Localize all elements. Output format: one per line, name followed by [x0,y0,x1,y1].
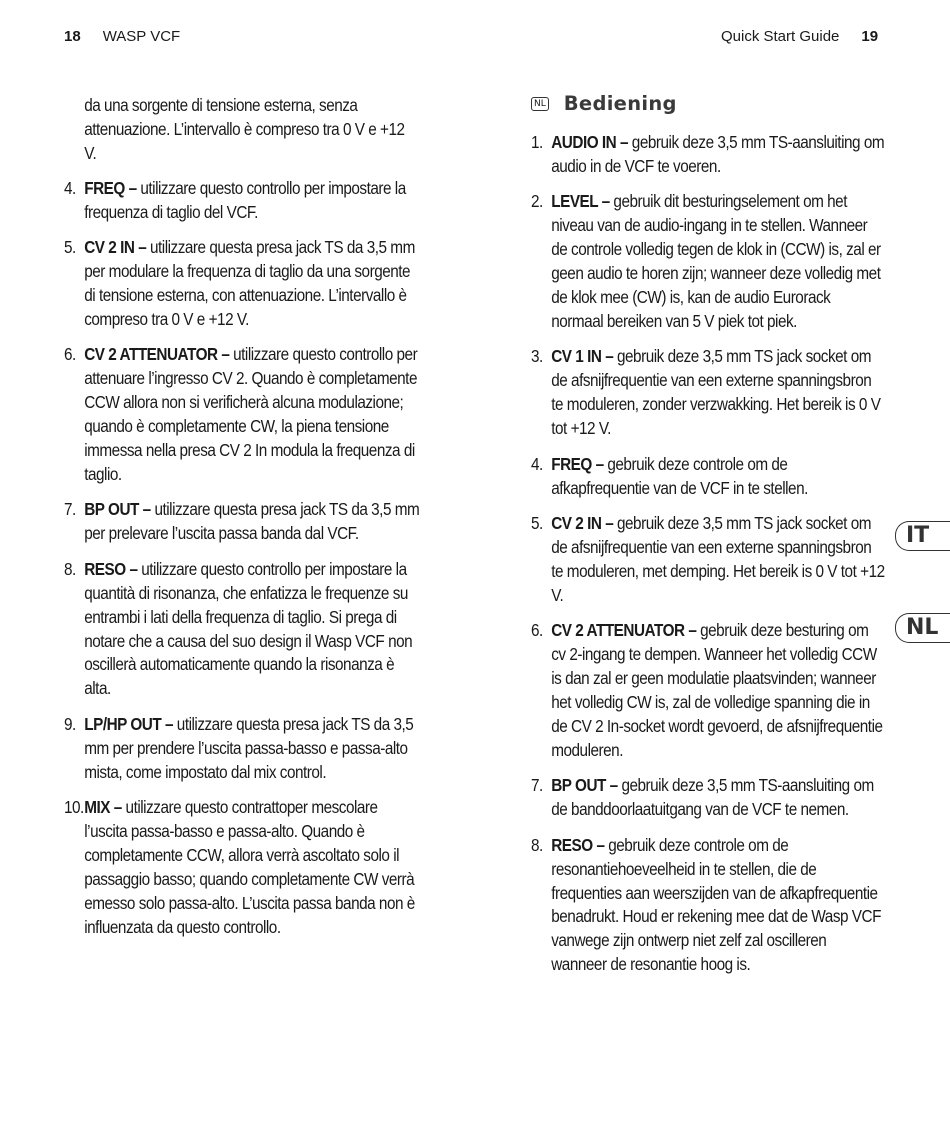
list-item-cv1-in [531,345,885,441]
item-key: LEVEL – [551,191,610,212]
item-key: BP OUT – [84,499,151,520]
item-number: 2. [531,191,543,212]
tab-label-it: IT [906,523,930,548]
item-text: gebruik deze controle om de afkapfrequentie van de VCF in te stellen. [551,453,808,498]
page-number-left: 18 [64,28,81,45]
item-number: 8. [531,834,543,855]
item-text: utilizzare questo controllo per impostare la quantità di risonanza, che enfatizza le frequenze su entrambi i lati della frequenza di taglio. Si prega di notare che a causa del suo design il Wasp VCF non oscillerà automaticamente quando la risonanza è alta. [84,558,413,699]
right-column [531,131,885,989]
item-number: 4. [64,177,76,198]
item-key: CV 2 ATTENUATOR – [551,620,697,641]
list-item-cv2-in-nl [531,512,885,608]
item-text: gebruik deze besturing om cv 2-ingang te dempen. Wanneer het volledig CCW is dan zal er geen modulatie plaatsvinden; wanneer het volledig CW is, zal de volledige spanning die in de CV 2 In-socket wordt gevoerd, de afsnijfrequentie moduleren. [551,620,883,760]
item-key: AUDIO IN – [551,132,629,152]
continuation-text: da una sorgente di tensione esterna, senza attenuazione. L’intervallo è compreso tra 0 V e +12 V. [84,95,405,163]
item-key: CV 1 IN – [551,346,614,367]
language-badge: NL [531,97,549,111]
section-title: Bediening [563,92,677,115]
item-key: LP/HP OUT – [84,713,174,734]
item-key: FREQ – [551,453,604,474]
item-number: 4. [531,453,543,474]
item-number: 10. [64,797,84,818]
tab-label-nl: NL [906,615,939,640]
list-item-cv2-attenuator [64,343,420,486]
list-item-freq [64,177,420,225]
item-number: 7. [531,775,543,796]
item-text: utilizzare questo controllo per impostare la frequenza di taglio del VCF. [84,177,406,222]
item-number: 3. [531,346,543,367]
item-text: utilizzare questo controllo per attenuare l’ingresso CV 2. Quando è completamente CCW allora non si verificherà alcuna modulazione; quando è completamente CW, la piena tensione immessa nella presa CV 2 In modula la frequenza di taglio. [84,344,418,484]
item-key: RESO – [551,834,605,855]
item-key: MIX – [84,797,122,818]
item-number: 8. [64,558,76,579]
list-item-bp-out [64,498,420,546]
language-tab-nl[interactable] [895,613,950,643]
item-text: gebruik deze 3,5 mm TS jack socket om de afsnijfrequentie van een externe spanningsbron te moduleren, zonder verzwakking. Het bereik is 0 V tot +12 V. [551,346,881,439]
page-number-right: 19 [861,28,879,45]
item-text: utilizzare questa presa jack TS da 3,5 mm per prelevare l’uscita passa banda dal VCF. [84,499,420,544]
item-number: 1. [531,132,543,152]
item-text: gebruik deze controle om de resonantiehoeveelheid in te stellen, die de frequenties aan weerszijden van de afkapfrequentie benadrukt. Houd er rekening mee dat de Wasp VCF vanwege zijn ontwerp niet zelf zal oscilleren wanneer de resonantie hoog is. [551,834,881,975]
item-key: RESO – [84,558,138,579]
page-header-right [721,27,878,47]
item-number: 6. [64,344,76,365]
item-key: FREQ – [84,177,137,198]
section-heading [531,92,677,115]
item-key: BP OUT – [551,775,618,796]
list-item-freq-nl [531,453,885,501]
list-item-reso [64,558,420,701]
list-item-cv2-attenuator-nl [531,619,885,762]
item-text: gebruik dit besturingselement om het niveau van de audio-ingang in te stellen. Wanneer de controle volledig tegen de klok in (CCW) is, zal er geen audio te horen zijn; wanneer deze volledig met de klok mee (CW) is, kan de audio Eurorack normaal bereiken van 5 V piek tot piek. [551,191,881,331]
left-column [64,94,420,951]
list-item-level [531,190,885,333]
item-text: utilizzare questo contrattoper mescolare l’uscita passa-basso e passa-alto. Quando è completamente CCW, allora verrà ascoltato solo il passaggio basso; quando completamente CW verrà emesso solo passa-alto. L’uscita passa banda non è influenzata da questo controllo. [84,797,415,937]
item-number: 9. [64,713,76,734]
item-number: 7. [64,499,76,520]
list-item-audio-in [531,131,885,179]
language-tab-it[interactable] [895,521,950,551]
item-number: 5. [531,513,543,534]
page-header-left [64,27,180,47]
item-text: gebruik deze 3,5 mm TS jack socket om de afsnijfrequentie van een externe spanningsbron te moduleren, met demping. Het bereik is 0 V tot +12 V. [551,513,885,605]
item-text: utilizzare questa presa jack TS da 3,5 mm per prendere l’uscita passa-basso e passa-alto mista, come impostato dal mix control. [84,713,414,782]
item-number: 6. [531,620,543,641]
item-text: gebruik deze 3,5 mm TS-aansluiting om audio in de VCF te voeren. [551,132,885,176]
item-number: 5. [64,237,76,258]
item-key: CV 2 ATTENUATOR – [84,344,230,365]
list-item-bp-out-nl [531,774,885,822]
item-key: CV 2 IN – [84,237,147,258]
list-item-mix [64,796,420,939]
list-item-reso-nl [531,834,885,977]
item-text: gebruik deze 3,5 mm TS-aansluiting om de banddoorlaatuitgang van de VCF te nemen. [551,775,874,820]
item-text: utilizzare questa presa jack TS da 3,5 mm per modulare la frequenza di taglio da una sorgente di tensione esterna, con attenuazione. L’intervallo è compreso tra 0 V e +12 V. [84,237,415,329]
document-title: WASP VCF [102,28,181,45]
item-key: CV 2 IN – [551,513,614,534]
list-item-lp-hp-out [64,713,420,785]
list-item-cv2-in [64,236,420,332]
guide-title: Quick Start Guide [721,28,840,45]
